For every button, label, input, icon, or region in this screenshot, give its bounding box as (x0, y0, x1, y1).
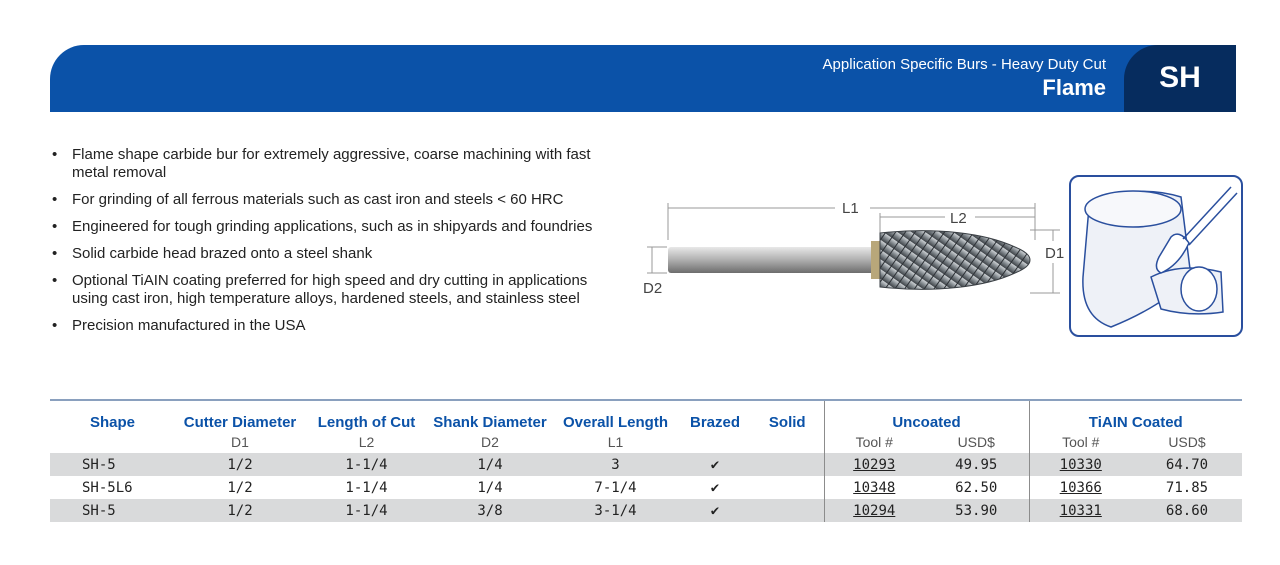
cell-uncoated-price: 62.50 (955, 479, 998, 496)
sub-l2: L2 (358, 434, 375, 450)
cell-cutter-diameter: 1/2 (175, 499, 305, 522)
sub-d2: D2 (481, 434, 499, 450)
uncoated-tool-link[interactable]: 10293 (824, 453, 924, 476)
d2-label: D2 (643, 280, 663, 297)
col-solid: Solid (768, 414, 806, 431)
col-overall-length: Overall Length (562, 414, 669, 431)
feature-item: • Optional TiAIN coating preferred for high speed and dry cutting in applications using cast iron, high temperature alloys, hardened steels, and stainless steel (50, 272, 610, 308)
cell-length-of-cut: 1-1/4 (345, 479, 388, 496)
feature-item: • Flame shape carbide bur for extremely aggressive, coarse machining with fast metal removal (50, 146, 610, 182)
feature-item: • For grinding of all ferrous materials such as cast iron and steels < 60 HRC (50, 191, 610, 209)
cell-coated-price: 68.60 (1132, 499, 1242, 522)
cell-solid (751, 453, 824, 476)
sub-d1: D1 (231, 434, 249, 450)
cell-solid (751, 476, 824, 499)
cell-cutter-diameter: 1/2 (227, 479, 253, 496)
coated-tool-link[interactable]: 10366 (1029, 476, 1132, 499)
cell-length-of-cut: 1-1/4 (305, 499, 428, 522)
sub-uncoated-tool: Tool # (824, 431, 924, 453)
sub-coated-tool: Tool # (1029, 431, 1132, 453)
col-cutter-diameter: Cutter Diameter (183, 414, 297, 431)
col-length-of-cut: Length of Cut (317, 414, 416, 431)
brazed-check-icon: ✔ (710, 479, 720, 496)
cell-uncoated-price: 49.95 (924, 453, 1029, 476)
cell-shape: SH-5 (50, 453, 175, 476)
cell-cutter-diameter: 1/2 (175, 453, 305, 476)
feature-list (50, 146, 610, 344)
cell-coated-price: 64.70 (1132, 453, 1242, 476)
cell-coated-price: 71.85 (1165, 479, 1209, 496)
feature-item: • Solid carbide head brazed onto a steel shank (50, 245, 610, 263)
product-code: SH (1159, 61, 1201, 94)
col-shank-diameter: Shank Diameter (433, 414, 547, 431)
uncoated-tool-link[interactable]: 10348 (824, 476, 924, 499)
cell-shank-diameter: 3/8 (428, 499, 552, 522)
table-row (50, 499, 1242, 522)
product-title: Flame (1042, 75, 1106, 100)
cell-shape: SH-5L6 (82, 479, 133, 496)
col-tialn-coated: TiAIN Coated (1029, 401, 1242, 431)
col-uncoated: Uncoated (824, 401, 1029, 431)
cell-shank-diameter: 1/4 (477, 479, 503, 496)
cell-shank-diameter: 1/4 (428, 453, 552, 476)
product-category: Application Specific Burs - Heavy Duty Cut (822, 56, 1106, 73)
feature-item: • Engineered for tough grinding applications, such as in shipyards and foundries (50, 218, 610, 236)
cell-overall-length: 3 (552, 453, 679, 476)
cell-solid (751, 499, 824, 522)
sub-coated-usd: USD$ (1168, 434, 1206, 450)
cell-length-of-cut: 1-1/4 (305, 453, 428, 476)
cell-shape: SH-5 (50, 499, 175, 522)
l2-label: L2 (950, 210, 967, 227)
cell-overall-length: 7-1/4 (594, 479, 637, 496)
header-banner (50, 45, 1236, 112)
col-shape: Shape (89, 414, 135, 431)
product-code-tab (1124, 45, 1236, 112)
col-brazed: Brazed (689, 414, 741, 431)
uncoated-tool-link[interactable]: 10294 (824, 499, 924, 522)
bur-dimension-diagram (635, 185, 1065, 315)
d1-label: D1 (1045, 245, 1065, 262)
coated-tool-link[interactable]: 10331 (1029, 499, 1132, 522)
d2-dimension-line (647, 247, 667, 273)
cell-overall-length: 3-1/4 (552, 499, 679, 522)
brazed-check-icon: ✔ (679, 453, 751, 476)
cell-uncoated-price: 53.90 (924, 499, 1029, 522)
workpiece-illustration (1071, 177, 1241, 335)
flame-bur-head (880, 231, 1030, 290)
brazed-check-icon: ✔ (679, 499, 751, 522)
table-row (50, 453, 1242, 476)
sub-uncoated-usd: USD$ (957, 434, 995, 450)
table-row (50, 476, 1242, 499)
specifications-table (50, 399, 1242, 522)
sub-l1: L1 (607, 434, 624, 450)
l1-label: L1 (842, 200, 859, 217)
coated-tool-link[interactable]: 10330 (1029, 453, 1132, 476)
feature-item: • Precision manufactured in the USA (50, 317, 610, 335)
bur-shank (668, 247, 880, 273)
application-illustration (1069, 175, 1243, 337)
